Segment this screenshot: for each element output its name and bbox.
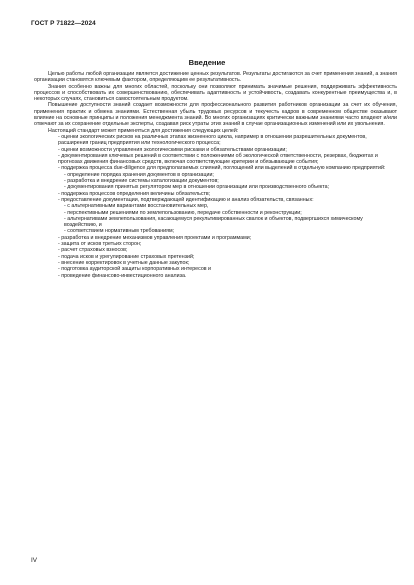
standard-designation: ГОСТ Р 71822—2024 [31, 20, 96, 27]
list-item: - документирования ключевых решений в соответствии с положениями об экологической ответственности, резервах, бюджетах и прогнозах движения финансовых средств, включая соответствующие критерии и обязывающие события; [58, 152, 378, 166]
list-item: - разработка и внедрение механизмов управления проектами и программами; [58, 234, 252, 241]
list-item: - документирования принятых регулятором мер в отношении организации или производственного объекта; [64, 184, 330, 191]
list-item: - оценки возможности управления экологическими рисками и обязательствами организации; [58, 146, 287, 153]
list-item: - расчет страховых взносов; [58, 247, 128, 254]
list-item: - перспективными решениями по землепользованию, передаче собственности и реконструкции; [64, 209, 302, 216]
paragraph: Целью работы любой организации является достижение ценных результатов. Результаты достигаются за счет применения знаний, а знания организации становятся ключевым фактором, определяющим ее результативность. [34, 71, 397, 84]
list-item: - поддержка процесса due-diligence для предполагаемых слияний, поглощений или выделений в отдельную компанию предприятий: [58, 165, 386, 172]
section-title: Введение [188, 58, 226, 67]
list-item: - определение порядка хранения документов в организации; [64, 171, 214, 178]
list-item: - разработка и внедрение системы каталогизации документов; [64, 178, 219, 185]
list-item: - оценки экологических рисков на различных этапах жизненного цикла, например в отношении разрешительных документов, расширения границ предприятия или технологического процесса; [58, 133, 367, 147]
paragraph: Настоящий стандарт может применяться для достижения следующих целей: [48, 127, 239, 134]
list-item: - внесение корректировок в учетные данные закупок; [58, 259, 190, 266]
list-item: - альтернативами землепользования, касающемуся рекультивированных свалок и объектов, подвергшихся химическому воздействию, и [64, 215, 363, 229]
list-item: - подготовка аудиторской защиты корпоративных интересов и [58, 266, 212, 273]
list-item: - проведение финансово-инвестиционного анализа. [58, 272, 187, 279]
list-item: - с альтернативными вариантами восстановительных мер, [64, 203, 209, 210]
page-number: IV [31, 557, 38, 564]
list-item: - соответствием нормативным требованиям; [64, 228, 175, 235]
body-text [34, 71, 397, 279]
list-item: - предоставление документации, подтверждающей идентификацию и анализ обязательств, связанных: [58, 196, 314, 203]
paragraph: Знания особенно важны для многих областей, поскольку они позволяют принимать значимые решения, поддерживать эффективность процессов и способствовать их совершенствованию, обеспечивать адаптивность и устойчивость, создавать конкурентные преимущества и, в некоторых случаях, становиться самостоятельным продуктом. [34, 83, 397, 103]
list-item: - защита от исков третьих сторон; [58, 241, 142, 248]
paragraph: Повышение доступности знаний создает возможности для профессионального развития работников организации за счет их обучения, применения практик и обмена знаниями. Естественная убыль трудовых ресурсов и текучесть кадров в современном обществе оказывают влияние на основные принципы и положения менеджмента знаний. Во многих организациях критически важными знаниями часто владеют и/или отвечают за их сохранение отдельные эксперты, создавая риск утраты этих знаний в случае организационных изменений или их увольнения. [34, 102, 397, 128]
list-item: - подача исков и урегулирование страховых претензий; [58, 253, 195, 260]
list-item: - поддержка процессов определения величины обязательств; [58, 190, 211, 197]
